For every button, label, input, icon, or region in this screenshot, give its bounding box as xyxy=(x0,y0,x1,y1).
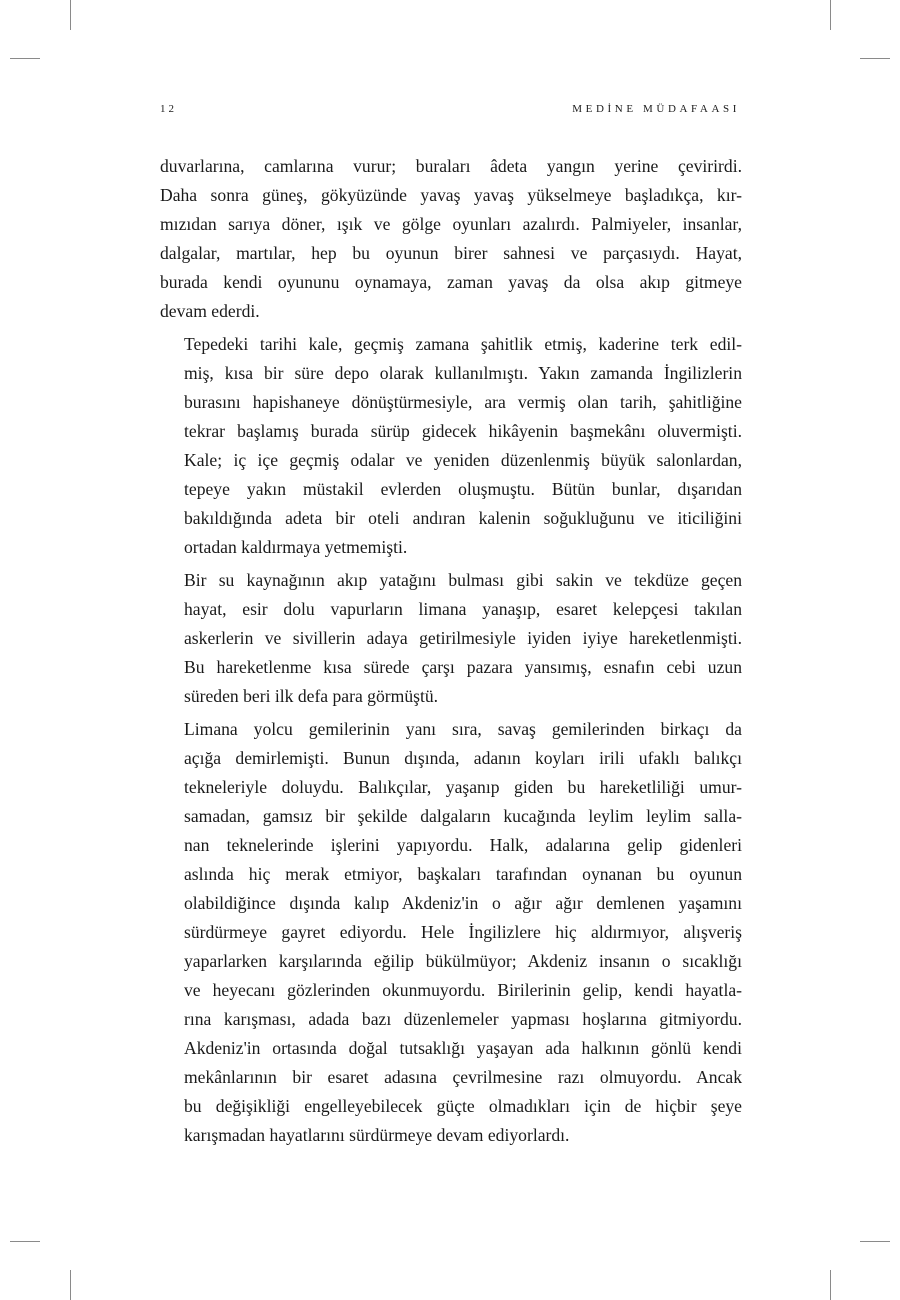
page-number: 12 xyxy=(160,103,177,115)
text-line: olabildiğince dışında kalıp Akdeniz'in o ağır ağır demlenen yaşamını xyxy=(184,893,742,913)
paragraph-3 xyxy=(160,566,742,711)
text-line: dalgalar, martılar, hep bu oyunun birer sahnesi ve parçasıydı. Hayat, xyxy=(160,243,742,263)
text-line: hayat, esir dolu vapurların limana yanaşıp, esaret kelepçesi takılan xyxy=(184,599,742,619)
text-line: burasını hapishaneye dönüştürmesiyle, ara vermiş olan tarih, şahitliğine xyxy=(184,392,742,412)
text-line: yaparlarken karşılarında eğilip bükülmüyor; Akdeniz insanın o sıcaklığı xyxy=(184,951,742,971)
text-line: Tepedeki tarihi kale, geçmiş zamana şahitlik etmiş, kaderine terk edil- xyxy=(184,334,742,354)
text-line: rına karışması, adada bazı düzenlemeler yapması hoşlarına gitmiyordu. xyxy=(184,1009,742,1029)
paragraph-2 xyxy=(160,330,742,562)
crop-mark-left-bottom xyxy=(10,1241,40,1242)
text-line: tekneleriyle doluydu. Balıkçılar, yaşanıp giden bu hareketliliği umur- xyxy=(184,777,742,797)
crop-mark-bottom-right xyxy=(830,1270,831,1300)
body-text xyxy=(160,152,742,1154)
text-line: tepeye yakın müstakil evlerden oluşmuştu. Bütün bunlar, dışarıdan xyxy=(184,479,742,499)
text-line: bakıldığında adeta bir oteli andıran kalenin soğukluğunu ve iticiliğini xyxy=(184,508,742,528)
crop-mark-right-top xyxy=(860,58,890,59)
text-line: burada kendi oyununu oynamaya, zaman yavaş da olsa akıp gitmeye xyxy=(160,272,742,292)
text-line: Limana yolcu gemilerinin yanı sıra, savaş gemilerinden birkaçı da xyxy=(184,719,742,739)
text-line: Akdeniz'in ortasında doğal tutsaklığı yaşayan ada halkının gönlü kendi xyxy=(184,1038,742,1058)
text-line: duvarlarına, camlarına vurur; buraları âdeta yangın yerine çevirirdi. xyxy=(160,156,742,176)
text-line: ve heyecanı gözlerinden okunmuyordu. Birilerinin gelip, kendi hayatla- xyxy=(184,980,742,1000)
text-line: askerlerin ve sivillerin adaya getirilmesiyle iyiden iyiye hareketlenmişti. xyxy=(184,628,742,648)
text-line: nan teknelerinde işlerini yapıyordu. Halk, adalarına gelip gidenleri xyxy=(184,835,742,855)
crop-mark-top-left xyxy=(70,0,71,30)
text-line: karışmadan hayatlarını sürdürmeye devam ediyorlardı. xyxy=(184,1125,570,1145)
crop-mark-top-right xyxy=(830,0,831,30)
text-line: süreden beri ilk defa para görmüştü. xyxy=(184,686,439,706)
crop-mark-bottom-left xyxy=(70,1270,71,1300)
text-line: miş, kısa bir süre depo olarak kullanılmıştı. Yakın zamanda İngilizlerin xyxy=(184,363,742,383)
text-line: tekrar başlamış burada sürüp gidecek hikâyenin başmekânı oluvermişti. xyxy=(184,421,742,441)
paragraph-1 xyxy=(160,152,742,326)
running-title: MEDİNE MÜDAFAASI xyxy=(572,103,740,115)
text-line: mızıdan sarıya döner, ışık ve gölge oyunları azalırdı. Palmiyeler, insanlar, xyxy=(160,214,742,234)
text-line: Kale; iç içe geçmiş odalar ve yeniden düzenlenmiş büyük salonlardan, xyxy=(184,450,742,470)
text-line: Bir su kaynağının akıp yatağını bulması gibi sakin ve tekdüze geçen xyxy=(184,570,742,590)
paragraph-4 xyxy=(160,715,742,1150)
text-line: ortadan kaldırmaya yetmemişti. xyxy=(184,537,408,557)
text-line: Bu hareketlenme kısa sürede çarşı pazara yansımış, esnafın cebi uzun xyxy=(184,657,742,677)
text-line: Daha sonra güneş, gökyüzünde yavaş yavaş yükselmeye başladıkça, kır- xyxy=(160,185,742,205)
crop-mark-right-bottom xyxy=(860,1241,890,1242)
text-line: bu değişikliği engelleyebilecek güçte olmadıkları için de hiçbir şeye xyxy=(184,1096,742,1116)
page-header xyxy=(160,103,740,119)
text-line: samadan, gamsız bir şekilde dalgaların kucağında leylim leylim salla- xyxy=(184,806,742,826)
text-line: aslında hiç merak etmiyor, başkaları tarafından oynanan bu oyunun xyxy=(184,864,742,884)
text-line: açığa demirlemişti. Bunun dışında, adanın koyları irili ufaklı balıkçı xyxy=(184,748,742,768)
text-line: mekânlarının bir esaret adasına çevrilmesine razı olmuyordu. Ancak xyxy=(184,1067,742,1087)
text-line: devam ederdi. xyxy=(160,301,260,321)
crop-mark-left-top xyxy=(10,58,40,59)
text-line: sürdürmeye gayret ediyordu. Hele İngilizlere hiç aldırmıyor, alışveriş xyxy=(184,922,742,942)
